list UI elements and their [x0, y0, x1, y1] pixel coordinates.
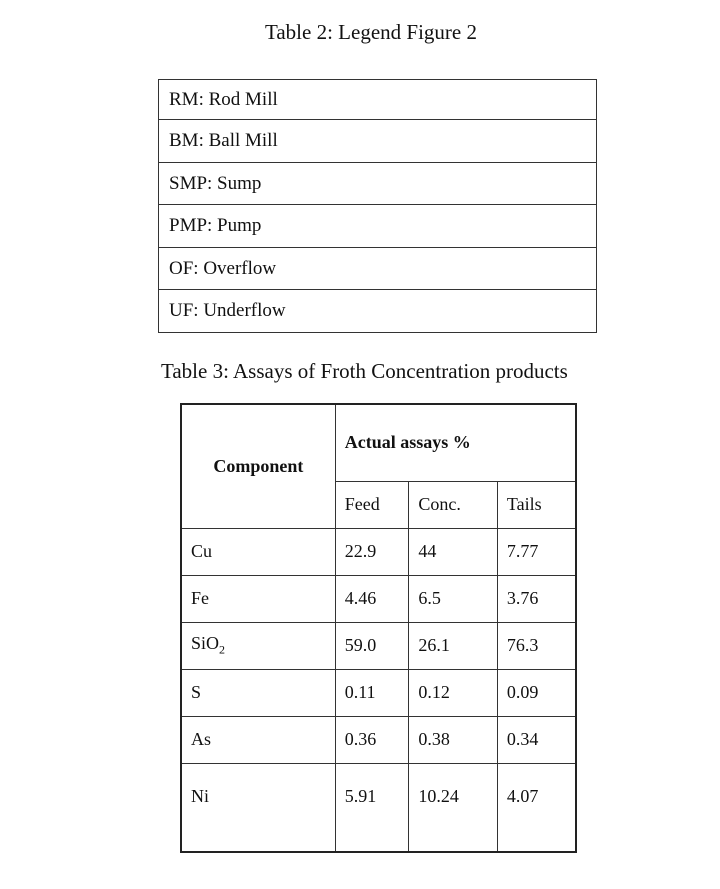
feed-cell: 5.91 [335, 763, 409, 852]
conc-cell: 0.12 [409, 669, 498, 716]
component-cell: Ni [181, 763, 335, 852]
actual-assays-header: Actual assays % [335, 404, 576, 481]
conc-cell: 6.5 [409, 575, 498, 622]
conc-cell: 0.38 [409, 716, 498, 763]
table-row [181, 622, 576, 669]
legend-table [158, 79, 597, 333]
conc-cell: 26.1 [409, 622, 498, 669]
feed-header: Feed [335, 481, 409, 528]
table3-caption: Table 3: Assays of Froth Concentration products [161, 359, 568, 383]
tails-cell: 0.09 [497, 669, 576, 716]
feed-cell: 59.0 [335, 622, 409, 669]
feed-cell: 0.36 [335, 716, 409, 763]
tails-header: Tails [497, 481, 576, 528]
conc-header: Conc. [409, 481, 498, 528]
legend-row-pmp: PMP: Pump [159, 205, 597, 248]
conc-cell: 44 [409, 528, 498, 575]
table-row [181, 716, 576, 763]
table-row [181, 763, 576, 852]
component-cell: Cu [181, 528, 335, 575]
table2-caption: Table 2: Legend Figure 2 [265, 20, 477, 44]
table-row [181, 575, 576, 622]
assays-table [180, 403, 577, 853]
legend-row-bm: BM: Ball Mill [159, 120, 597, 163]
component-cell: S [181, 669, 335, 716]
sio2-subscript: 2 [219, 642, 226, 657]
conc-cell: 10.24 [409, 763, 498, 852]
tails-cell: 4.07 [497, 763, 576, 852]
component-cell: Fe [181, 575, 335, 622]
feed-cell: 4.46 [335, 575, 409, 622]
legend-row-rm: RM: Rod Mill [159, 80, 597, 120]
component-cell [181, 622, 335, 669]
sio2-base: SiO [191, 633, 220, 654]
tails-cell: 0.34 [497, 716, 576, 763]
tails-cell: 7.77 [497, 528, 576, 575]
table-row [181, 528, 576, 575]
legend-row-of: OF: Overflow [159, 248, 597, 290]
legend-row-smp: SMP: Sump [159, 163, 597, 205]
table-row [181, 669, 576, 716]
tails-cell: 76.3 [497, 622, 576, 669]
tails-cell: 3.76 [497, 575, 576, 622]
feed-cell: 0.11 [335, 669, 409, 716]
component-cell: As [181, 716, 335, 763]
component-header: Component [181, 404, 335, 528]
legend-row-uf: UF: Underflow [159, 290, 597, 333]
feed-cell: 22.9 [335, 528, 409, 575]
